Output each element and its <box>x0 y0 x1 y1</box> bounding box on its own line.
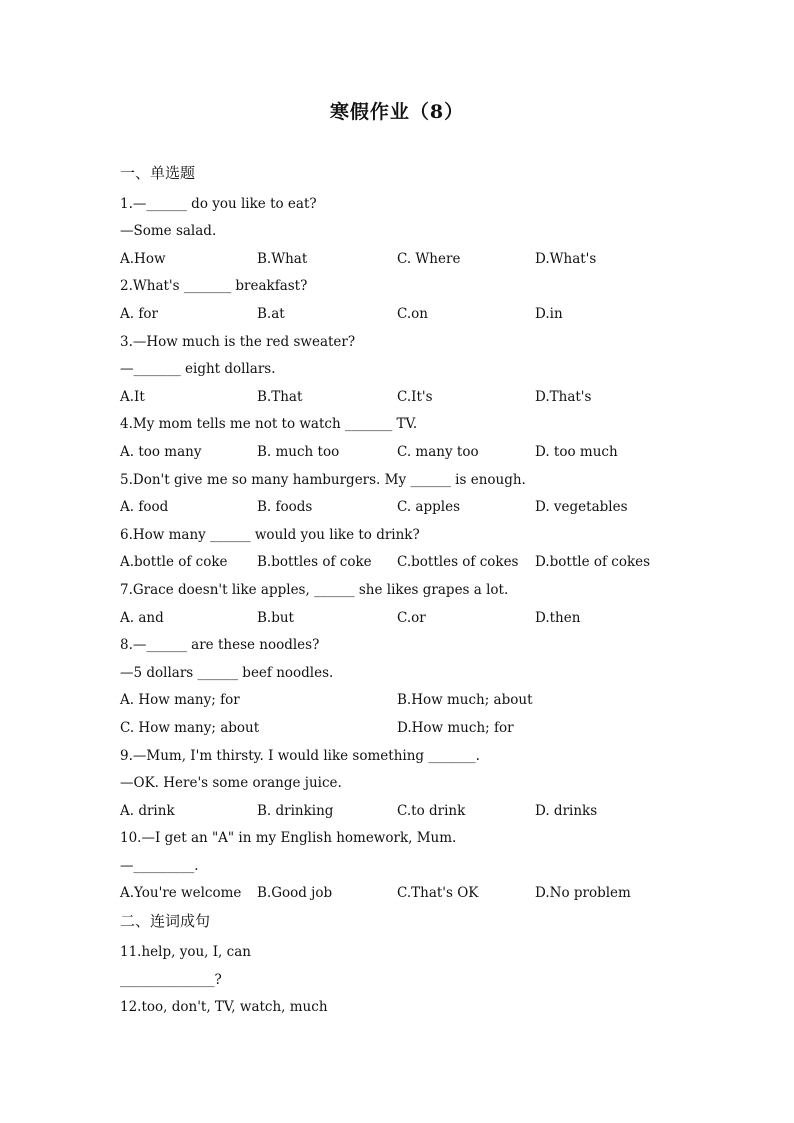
question-3-option-d: D.That's <box>535 389 592 405</box>
question-9-answer-line: —OK. Here's some orange juice. <box>120 775 342 791</box>
question-3-option-a: A.It <box>120 389 145 405</box>
question-2-option-d: D.in <box>535 306 563 322</box>
question-3-option-b: B.That <box>257 389 303 405</box>
question-1-option-b: B.What <box>257 251 308 267</box>
question-9-option-d: D. drinks <box>535 803 598 819</box>
question-10-option-a: A.You're welcome <box>120 885 242 901</box>
question-4-option-d: D. too much <box>535 444 618 460</box>
question-9-option-a: A. drink <box>120 803 175 819</box>
question-8-option-c: C. How many; about <box>120 720 260 736</box>
question-8-option-b: B.How much; about <box>397 692 533 708</box>
question-10-option-c: C.That's OK <box>397 885 479 901</box>
question-6-option-d: D.bottle of cokes <box>535 554 651 570</box>
question-9-option-b: B. drinking <box>257 803 334 819</box>
question-1-option-c: C. Where <box>397 251 461 267</box>
question-3-answer-line: —_______ eight dollars. <box>120 361 276 377</box>
question-6-option-b: B.bottles of coke <box>257 554 372 570</box>
question-5-option-d: D. vegetables <box>535 499 628 515</box>
section-heading-sentence-building: 二、连词成句 <box>120 912 211 930</box>
question-11-answer-blank: ______________? <box>120 972 222 988</box>
question-2-stem: 2.What's _______ breakfast? <box>120 278 308 294</box>
question-10-option-b: B.Good job <box>257 885 333 901</box>
question-2-option-c: C.on <box>397 306 428 322</box>
question-2-option-b: B.at <box>257 306 285 322</box>
question-6-stem: 6.How many ______ would you like to drink? <box>120 527 420 543</box>
question-9-stem: 9.—Mum, I'm thirsty. I would like something _______. <box>120 748 480 764</box>
question-5-option-c: C. apples <box>397 499 460 515</box>
question-8-stem: 8.—______ are these noodles? <box>120 637 320 653</box>
question-1-answer-line: —Some salad. <box>120 223 217 239</box>
question-11-words: 11.help, you, I, can <box>120 944 251 960</box>
question-7-option-a: A. and <box>120 610 164 626</box>
question-2-option-a: A. for <box>120 306 158 322</box>
question-4-stem: 4.My mom tells me not to watch _______ TV. <box>120 416 418 432</box>
question-10-answer-line: —_________. <box>120 858 199 874</box>
question-1-option-d: D.What's <box>535 251 597 267</box>
question-1-option-a: A.How <box>120 251 166 267</box>
question-3-stem: 3.—How much is the red sweater? <box>120 334 356 350</box>
question-4-option-c: C. many too <box>397 444 479 460</box>
question-7-option-d: D.then <box>535 610 581 626</box>
question-4-option-b: B. much too <box>257 444 340 460</box>
page-title: 寒假作业（8） <box>329 101 465 123</box>
question-8-option-d: D.How much; for <box>397 720 514 736</box>
question-8-answer-line: —5 dollars ______ beef noodles. <box>120 665 334 681</box>
question-6-option-c: C.bottles of cokes <box>397 554 519 570</box>
question-7-option-b: B.but <box>257 610 294 626</box>
section-heading-single-choice: 一、单选题 <box>120 164 196 182</box>
question-5-stem: 5.Don't give me so many hamburgers. My ______ is enough. <box>120 472 526 488</box>
question-9-option-c: C.to drink <box>397 803 466 819</box>
question-7-option-c: C.or <box>397 610 426 626</box>
question-8-option-a: A. How many; for <box>120 692 240 708</box>
question-6-option-a: A.bottle of coke <box>120 554 228 570</box>
question-10-stem: 10.—I get an "A" in my English homework, Mum. <box>120 830 457 846</box>
question-7-stem: 7.Grace doesn't like apples, ______ she likes grapes a lot. <box>120 582 509 598</box>
question-5-option-a: A. food <box>120 499 169 515</box>
question-3-option-c: C.It's <box>397 389 433 405</box>
question-5-option-b: B. foods <box>257 499 313 515</box>
question-1-stem: 1.—______ do you like to eat? <box>120 196 317 212</box>
question-4-option-a: A. too many <box>120 444 202 460</box>
question-10-option-d: D.No problem <box>535 885 631 901</box>
question-12-words: 12.too, don't, TV, watch, much <box>120 999 328 1015</box>
